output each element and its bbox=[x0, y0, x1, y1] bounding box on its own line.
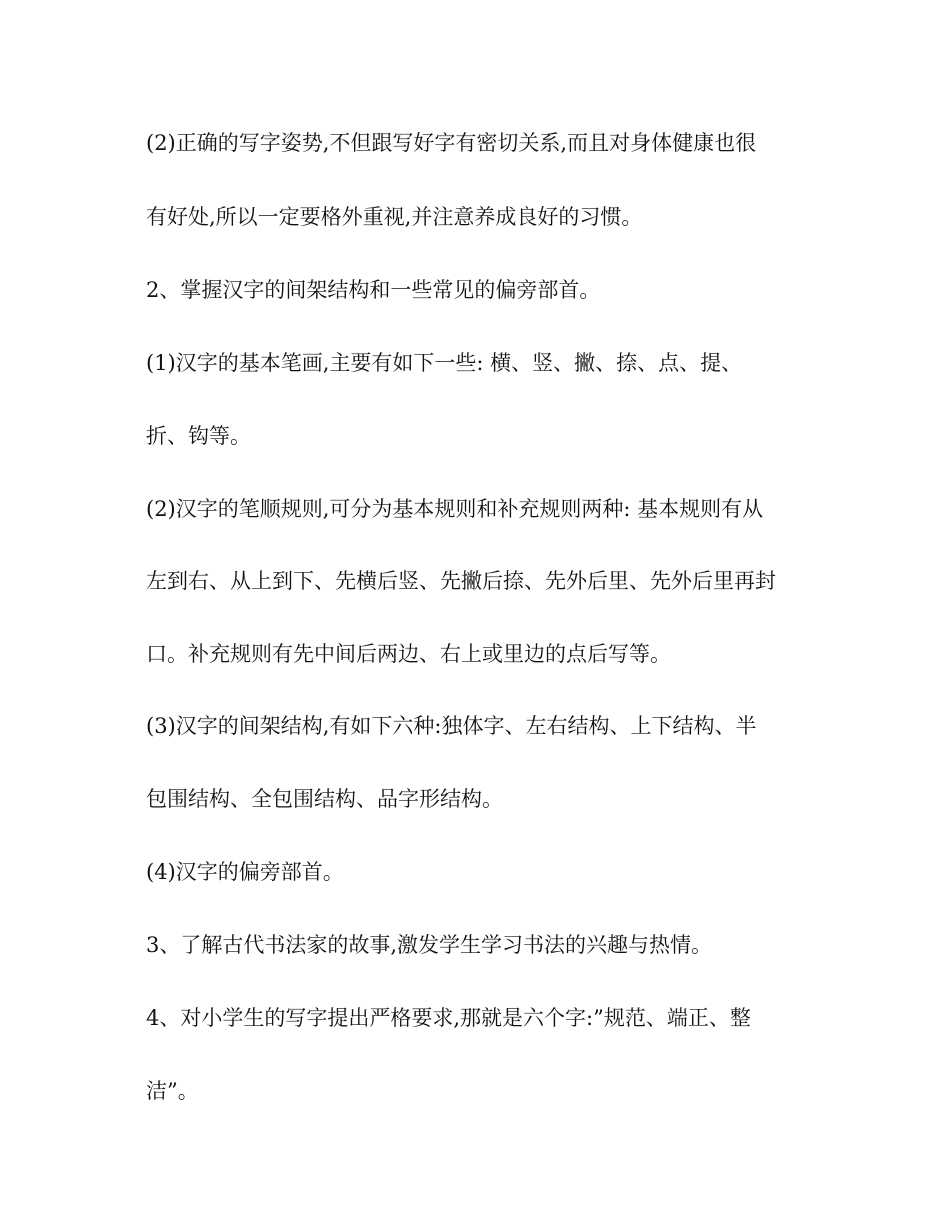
text-line: (3)汉字的间架结构,有如下六种:独体字、左右结构、上下结构、半 bbox=[146, 714, 757, 738]
text-line: 折、钩等。 bbox=[146, 424, 251, 448]
text-line: (1)汉字的基本笔画,主要有如下一些: 横、竖、撇、捺、点、提、 bbox=[146, 351, 743, 375]
text-line: 2、掌握汉字的间架结构和一些常见的偏旁部首。 bbox=[146, 278, 601, 302]
text-line: 4、对小学生的写字提出严格要求,那就是六个字:”规范、端正、整 bbox=[146, 1006, 751, 1030]
text-line: 口。补充规则有先中间后两边、右上或里边的点后写等。 bbox=[146, 642, 671, 666]
text-line: 洁”。 bbox=[146, 1079, 199, 1103]
text-line: (2)汉字的笔顺规则,可分为基本规则和补充规则两种: 基本规则有从 bbox=[146, 497, 764, 521]
text-line: 有好处,所以一定要格外重视,并注意养成良好的习惯。 bbox=[146, 205, 643, 229]
text-line: 左到右、从上到下、先横后竖、先撇后捺、先外后里、先外后里再封 bbox=[146, 569, 776, 593]
text-line: (2)正确的写字姿势,不但跟写好字有密切关系,而且对身体健康也很 bbox=[146, 131, 757, 155]
text-line: (4)汉字的偏旁部首。 bbox=[146, 860, 344, 884]
text-line: 3、了解古代书法家的故事,激发学生学习书法的兴趣与热情。 bbox=[146, 933, 713, 957]
text-line: 包围结构、全包围结构、品字形结构。 bbox=[146, 787, 503, 811]
